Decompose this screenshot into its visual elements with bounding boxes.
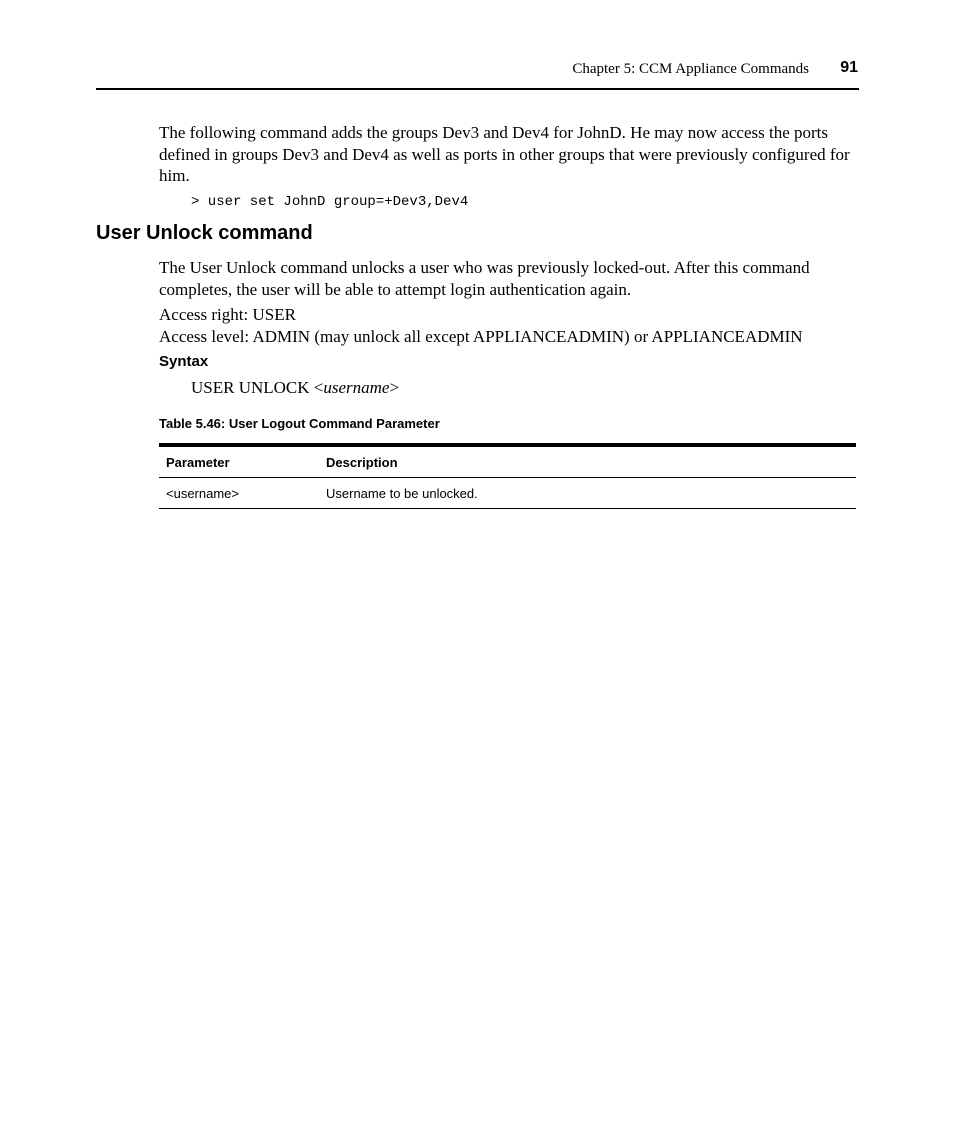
section-heading: User Unlock command [96, 222, 313, 244]
syntax-label: Syntax [159, 353, 209, 370]
table-cell-description: Username to be unlocked. [319, 478, 856, 509]
table-caption: Table 5.46: User Logout Command Parameter [159, 416, 440, 431]
table-header-row [159, 445, 856, 478]
running-header-chapter: Chapter 5: CCM Appliance Commands [572, 61, 809, 77]
code-example: > user set JohnD group=+Dev3,Dev4 [191, 194, 469, 210]
table-row [159, 478, 856, 509]
table-cell-parameter: <username> [159, 478, 319, 509]
syntax-command [191, 377, 399, 398]
access-level: Access level: ADMIN (may unlock all except APPLIANCEADMIN) or APPLIANCEADMIN [159, 327, 803, 346]
syntax-param: username [323, 378, 390, 397]
parameter-table [159, 443, 856, 509]
access-right: Access right: USER [159, 305, 296, 324]
section-description: The User Unlock command unlocks a user who was previously locked-out. After this command completes, the user will be able to attempt login authentication again. [159, 258, 810, 299]
table-header-description: Description [319, 445, 856, 478]
table-header-parameter: Parameter [159, 445, 319, 478]
header-divider [96, 88, 859, 90]
page-number: 91 [840, 59, 858, 76]
syntax-close: > [389, 378, 400, 397]
intro-paragraph: The following command adds the groups Dev3 and Dev4 for JohnD. He may now access the ports defined in groups Dev3 and Dev4 as well as ports in other groups that were previously configured for him. [159, 123, 850, 185]
syntax-command-text: USER UNLOCK < [191, 378, 324, 397]
